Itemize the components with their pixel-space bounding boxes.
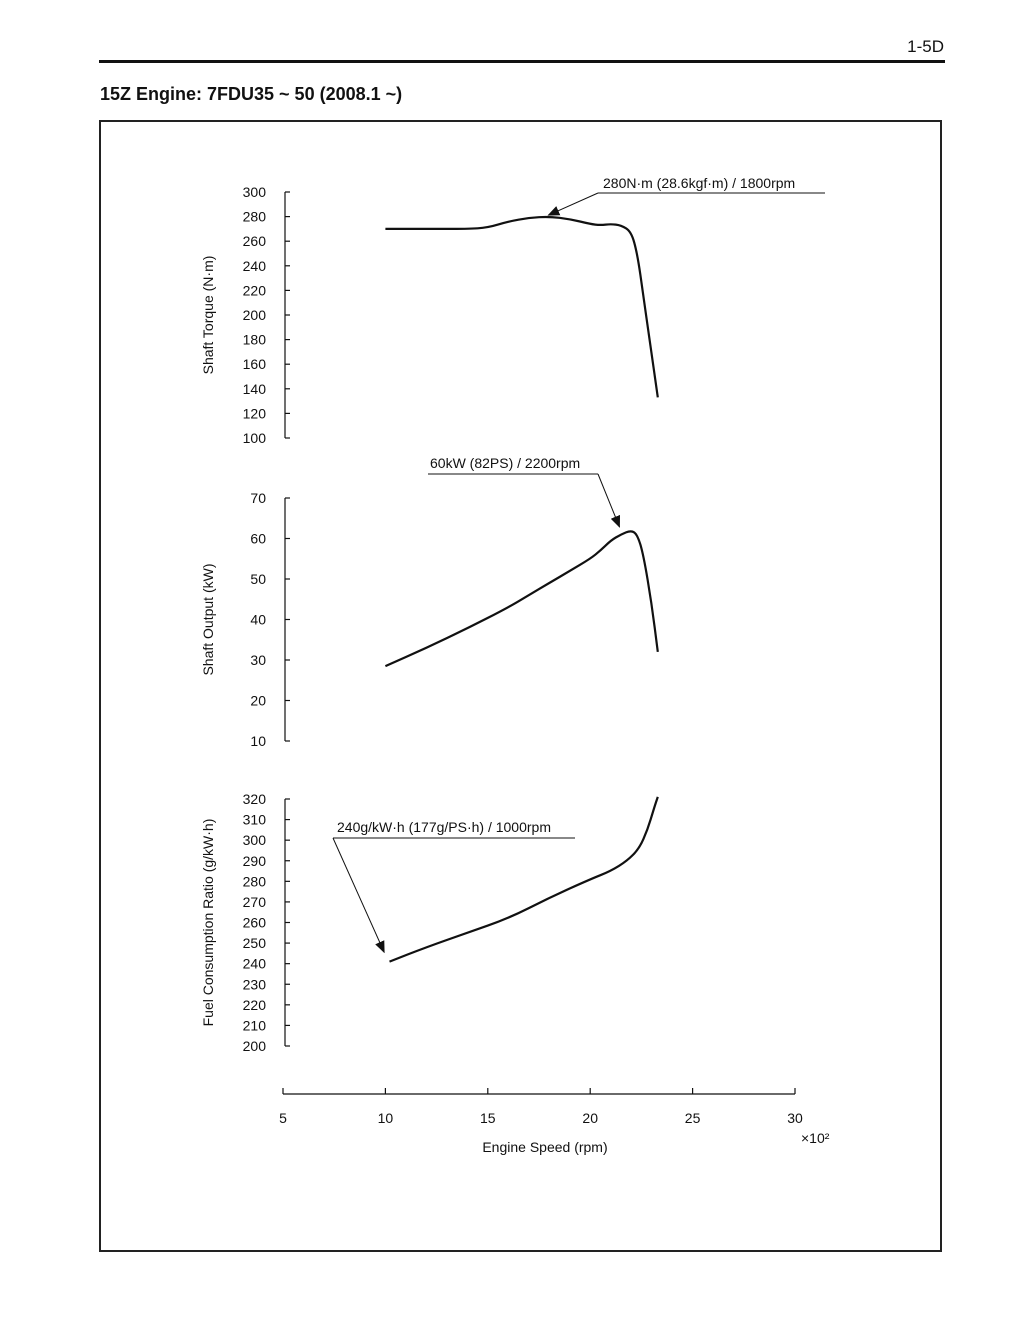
page-number: 1-5D [907,37,944,56]
torque-y-tick-label: 180 [242,331,266,348]
fuel-annotation-arrow [333,838,384,952]
x-tick-label: 10 [377,1110,394,1126]
output-y-tick-label: 30 [250,652,266,668]
x-tick-label: 15 [480,1110,496,1126]
output-y-tick-label: 50 [250,571,266,587]
panel-fuel [200,791,658,1054]
output-y-tick-label: 70 [250,490,266,506]
output-y-axis-label: Shaft Output (kW) [200,563,216,676]
fuel-y-axis-label: Fuel Consumption Ratio (g/kW·h) [200,818,216,1027]
torque-y-tick-label: 120 [242,405,266,422]
torque-y-tick-label: 160 [242,356,266,373]
fuel-y-tick-label: 250 [242,935,266,952]
torque-y-tick-label: 300 [242,184,266,200]
torque-y-tick-label: 240 [242,257,266,274]
fuel-y-tick-label: 290 [242,852,266,869]
torque-y-axis-label: Shaft Torque (N·m) [200,255,216,375]
torque-y-tick-label: 260 [242,233,266,250]
output-y-tick-label: 20 [250,692,266,709]
section-title: 15Z Engine: 7FDU35 ~ 50 (2008.1 ~) [100,84,403,104]
fuel-y-tick-label: 280 [242,873,266,890]
fuel-y-tick-label: 260 [242,914,266,931]
torque-annotation-label: 280N·m (28.6kgf·m) / 1800rpm [603,175,796,191]
output-annotation-label: 60kW (82PS) / 2200rpm [430,455,581,471]
panel-output [200,455,658,749]
fuel-y-tick-label: 220 [242,996,266,1013]
x-axis-multiplier: ×10² [801,1130,830,1146]
output-y-tick-label: 40 [250,611,266,628]
output-annotation-arrow [598,474,620,527]
output-y-tick-label: 10 [250,733,266,749]
torque-y-tick-label: 280 [242,208,266,225]
fuel-y-tick-label: 240 [242,955,266,972]
fuel-y-tick-label: 310 [242,811,266,828]
x-tick-label: 5 [279,1110,287,1126]
panel-torque [200,175,825,446]
x-tick-label: 20 [582,1110,598,1126]
torque-y-tick-label: 140 [242,380,266,397]
torque-y-tick-label: 100 [242,430,266,446]
fuel-y-tick-label: 210 [242,1017,266,1034]
x-tick-label: 25 [684,1110,701,1126]
torque-series-line [385,217,657,397]
fuel-y-tick-label: 320 [242,791,266,807]
fuel-y-tick-label: 270 [242,893,266,910]
fuel-y-tick-label: 200 [242,1038,266,1054]
fuel-y-tick-label: 230 [242,976,266,993]
x-axis-label: Engine Speed (rpm) [482,1139,608,1155]
fuel-annotation-label: 240g/kW·h (177g/PS·h) / 1000rpm [337,819,551,835]
output-y-tick-label: 60 [250,530,266,547]
torque-y-tick-label: 220 [242,282,266,299]
output-series-line [385,531,657,666]
x-tick-label: 30 [787,1110,803,1126]
torque-y-tick-label: 200 [242,307,266,323]
fuel-y-tick-label: 300 [242,832,266,849]
torque-annotation-arrow [548,193,598,215]
